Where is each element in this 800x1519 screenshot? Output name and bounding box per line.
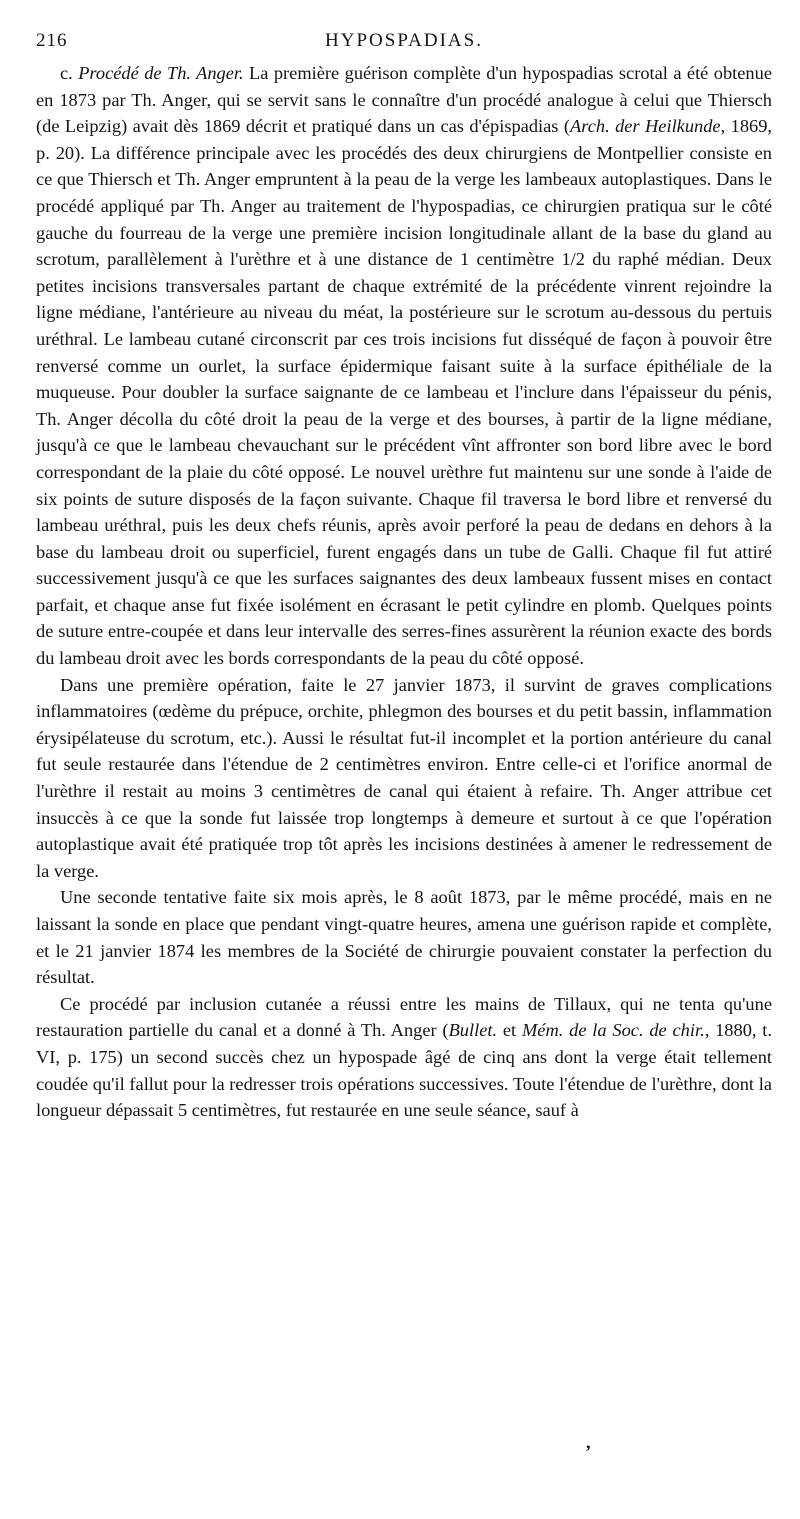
paragraph <box>36 991 772 1124</box>
citation-italic: Arch. der Heilkunde <box>570 116 721 137</box>
text-segment: Une seconde tentative faite six mois après, le 8 août 1873, par le même procédé, mais en ne laissant la sonde en place que pendant vingt-quatre heures, amena une guérison rapide et complète, et le 21 janvier 1874 les membres de la Société de chirurgie pouvaient constater la perfection du résultat. <box>36 887 772 988</box>
paragraph <box>36 60 772 672</box>
page-header <box>36 24 772 54</box>
running-title: HYPOSPADIAS. <box>325 30 483 51</box>
text-segment: La première guérison complète d'un hypospadias scrotal a été obtenue en 1873 par Th. Anger, qui se servit sans le connaître d'un procédé analogue à celui que Thiersch (de Leipzig) avait dès 1869 décrit et pratiqué dans un cas d'épispadias ( <box>36 63 772 137</box>
text-segment: Ce procédé par inclusion cutanée a réussi entre les mains de Tillaux, qui ne tenta qu'une restauration partielle du canal et a donné à Th. Anger ( <box>36 993 772 1041</box>
citation-italic: Mém. de la Soc. de chir. <box>521 1020 705 1041</box>
stray-mark: , <box>586 1432 591 1452</box>
section-letter: c. <box>60 63 73 83</box>
section-heading: Procédé de Th. Anger. <box>78 63 244 83</box>
text-segment: , 1869, p. 20). La différence principale avec les procédés des deux chirurgiens de Montpellier consiste en ce que Thiersch et Th. Anger empruntent à la peau de la verge les lambeaux autoplastiques. Dans le procédé appliqué par Th. Anger au traitement de l'hypospadias, ce chirurgien pratiqua sur le côté gauche du fourreau de la verge une première incision longitudinale allant de la base du gland au scrotum, parallèlement à l'urèthre et à une distance de 1 centimètre 1/2 du raphé médian. Deux petites incisions transversales partant de chaque extrémité de la précédente vinrent rejoindre la ligne médiane, l'antérieure au niveau du méat, la postérieure sur le scrotum au-dessous du pertuis uréthral. Le lambeau cutané circonscrit par ces trois incisions fut disséqué de façon à pouvoir être renversé comme un ourlet, la surface épidermique faisant suite à la surface épithéliale de la muqueuse. Pour doubler la surface saignante de ce lambeau et l'inclure dans l'épaisseur du pénis, Th. Anger décolla du côté droit la peau de la verge et des bourses, à partir de la ligne médiane, jusqu'à ce que le lambeau chevauchant sur le précédent vînt affronter son bord libre avec le bord correspondant de la plaie du côté opposé. Le nouvel urèthre fut maintenu sur une sonde à l'aide de six points de suture disposés de la façon suivante. Chaque fil traversa le bord libre et renversé du lambeau uréthral, puis les deux chefs réunis, après avoir perforé la peau de dedans en dehors à la base du lambeau droit ou superficiel, furent engagés dans un tube de Galli. Chaque fil fut attiré successivement jusqu'à ce que les surfaces saignantes des deux lambeaux fussent mises en contact parfait, et chaque anse fut fixée isolément en écrasant le petit cylindre en plomb. Quelques points de suture entre-coupée et dans leur intervalle des serres-fines assurèrent la réunion exacte des bords du lambeau droit avec les bords correspondants de la peau du côté opposé. <box>36 116 773 669</box>
paragraph <box>36 672 772 885</box>
citation-italic: Bullet. <box>448 1020 498 1041</box>
text-segment: , 1880, t. VI, p. 175) un second succès chez un hypospade âgé de cinq ans dont la verge était tellement coudée qu'il fallut pour la redresser trois opérations successives. Toute l'étendue de l'urèthre, dont la longueur dépassait 5 centimètres, fut restaurée en une seule séance, sauf à <box>36 1020 772 1121</box>
paragraph <box>36 884 772 990</box>
book-page <box>36 24 772 1124</box>
page-number: 216 <box>36 30 68 51</box>
text-segment: Dans une première opération, faite le 27 janvier 1873, il survint de graves complications inflammatoires (œdème du prépuce, orchite, phlegmon des bourses et du petit bassin, inflammation érysipélateuse du scrotum, etc.). Aussi le résultat fut-il incomplet et la portion antérieure du canal fut seule restaurée dans l'étendue de 2 centimètres environ. Entre celle-ci et l'orifice anormal de l'urèthre il restait au moins 3 centimètres de canal qui étaient à refaire. Th. Anger attribue cet insuccès à ce que la sonde fut laissée trop longtemps à demeure et surtout à ce que l'opération autoplastique avait été pratiquée trop tôt après les incisions destinées à amener le redressement de la verge. <box>36 674 772 881</box>
text-segment: et <box>497 1020 522 1041</box>
body-text <box>36 60 772 1124</box>
